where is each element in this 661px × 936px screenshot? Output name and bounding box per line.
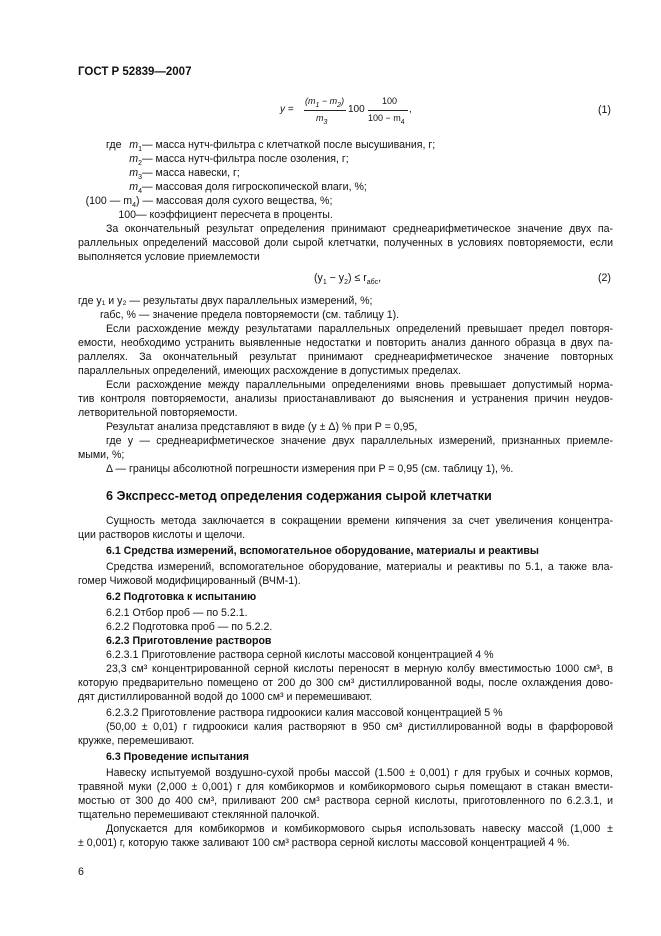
section-6-2-3-1: 6.2.3.1 Приготовление раствора серной кислоты массовой концентрацией 4 % bbox=[106, 649, 494, 661]
paragraph-1-line-1: За окончательный результат определения принимают среднеарифметическое значение двух па- bbox=[106, 223, 613, 235]
section-6-2-3-1-text-line-2: которую предварительно помещено от 200 до 300 см³ дистиллированной воды, после охлаждения дово- bbox=[78, 677, 613, 689]
section-6-2-heading: 6.2 Подготовка к испытанию bbox=[106, 591, 257, 603]
paragraph-5-line-2: мыми, %; bbox=[78, 449, 125, 461]
section-6-2-3-1-text-line-1: 23,3 см³ концентрированной серной кислоты переносят в мерную колбу вместимостью 1000 см³, в bbox=[106, 663, 613, 675]
section-6-2-2: 6.2.2 Подготовка проб — по 5.2.2. bbox=[106, 621, 273, 633]
paragraph-5-line-1: где y — среднеарифметическое значение двух параллельных измерений, признанных приемле- bbox=[106, 435, 613, 447]
section-6-2-3-2-text-line-2: кружке, перемешивают. bbox=[78, 735, 195, 747]
paragraph-2-line-1: Если расхождение между результатами параллельных определений превышает предел повторя- bbox=[106, 323, 613, 335]
paragraph-2-line-4: параллельных определений, имеющих расхождение в допустимых пределах. bbox=[78, 365, 462, 377]
formula-2-number: (2) bbox=[598, 272, 611, 284]
formula-1-den1: $m_3$ bbox=[316, 113, 328, 126]
section-6-1-heading: 6.1 Средства измерений, вспомогательное оборудование, материалы и реактивы bbox=[106, 545, 539, 557]
section-6-3-p1-line-1: Навеску испытуемой воздушно-сухой пробы массой (1.500 ± 0,001) г для грубых и сочных кормов, bbox=[106, 767, 613, 779]
section-6-2-3-2-text-line-1: (50,00 ± 0,01) г гидроокиси калия растворяют в 950 см³ дистиллированной воды в фарфоровой bbox=[106, 721, 613, 733]
legend-symbol-m1: $m_1$ bbox=[129, 139, 142, 154]
section-6-3-p2-line-1: Допускается для комбикормов и комбикормового сырья использовать навеску массой (1,000 ± bbox=[106, 823, 613, 835]
section-6-2-3-heading: 6.2.3 Приготовление растворов bbox=[106, 635, 272, 647]
legend-text-dry: ) — массовая доля сухого вещества, %; bbox=[136, 195, 333, 207]
paragraph-3-line-2: тив контроля повторяемости, анализы приостанавливают до выяснения и устранения причин неудов- bbox=[78, 393, 613, 405]
section-6-3-heading: 6.3 Проведение испытания bbox=[106, 751, 249, 763]
paragraph-6: Δ — границы абсолютной погрешности измерения при P = 0,95 (см. таблицу 1), %. bbox=[106, 463, 514, 475]
formula-1-fraction-bar-1 bbox=[304, 110, 346, 111]
paragraph-3-line-1: Если расхождение между параллельными определениями вновь превышает допустимый норма- bbox=[106, 379, 613, 391]
formula-1-comma: , bbox=[409, 104, 412, 115]
formula-1-den2: $100 - m_4$ bbox=[368, 113, 405, 126]
paragraph-3-line-3: летворительной повторяемости. bbox=[78, 407, 238, 419]
section-6-3-p1-line-3: мостью от 300 до 400 см³, приливают 200 см³ раствора серной кислоты, приготовленного по 6.2.3.1, и bbox=[78, 795, 613, 807]
legend-text-100: — коэффициент пересчета в проценты. bbox=[136, 209, 333, 221]
paragraph-1-line-2: раллельных определений массовой доли сырой клетчатки, полученных в условиях повторяемости, если bbox=[78, 237, 613, 249]
formula-1-lhs: y = bbox=[280, 104, 294, 115]
legend-symbol-m4: $m_4$ bbox=[129, 181, 142, 196]
section-6-heading: 6 Экспресс-метод определения содержания сырой клетчатки bbox=[106, 489, 492, 503]
section-6-2-3-1-text-line-3: дят дистиллированной водой до 1000 см³ и перемешивают. bbox=[78, 691, 373, 703]
paragraph-2-line-2: емости, необходимо устранить выявленные недостатки и повторить анализ данного образца в двух па- bbox=[78, 337, 613, 349]
formula-1-num2: 100 bbox=[382, 96, 398, 106]
section-6-3-p1-line-2: травяной муки (2,000 ± 0,001) г для комбикормов и комбикормового сырья помещают в стакан вмести- bbox=[78, 781, 613, 793]
legend-text-m1: — масса нутч-фильтра с клетчаткой после высушивания, г; bbox=[142, 139, 436, 151]
legend-text-m2: — масса нутч-фильтра после озоления, г; bbox=[142, 153, 349, 165]
paragraph-1-line-3: выполняется условие приемлемости bbox=[78, 251, 260, 263]
section-6-1-text-line-2: гомер Чижовой модифицированный (ВЧМ-1). bbox=[78, 575, 301, 587]
page-number: 6 bbox=[78, 866, 84, 878]
formula-2: $(y_1 - y_2) \le r_{абс}$, bbox=[314, 272, 382, 287]
formula-1-mult: 100 bbox=[348, 104, 365, 115]
formula-1-number: (1) bbox=[598, 104, 611, 116]
section-6-intro-line-1: Сущность метода заключается в сокращении времени кипячения за счет увеличения концентра- bbox=[106, 515, 613, 527]
formula-2-legend-line-1: где y₁ и y₂ — результаты двух параллельных измерений, %; bbox=[78, 295, 373, 307]
legend-text-m4: — массовая доля гигроскопической влаги, %; bbox=[142, 181, 367, 193]
section-6-2-1: 6.2.1 Отбор проб — по 5.2.1. bbox=[106, 607, 248, 619]
legend-symbol-m2: $m_2$ bbox=[129, 153, 142, 168]
paragraph-2-line-3: раллелях. За окончательный результат принимают среднеарифметическое значение повторных bbox=[78, 351, 613, 363]
section-6-intro-line-2: ции растворов кислоты и щелочи. bbox=[78, 529, 246, 541]
formula-2-legend-line-2: rабс, % — значение предела повторяемости (см. таблицу 1). bbox=[100, 309, 400, 321]
legend-symbol-m3: $m_3$ bbox=[129, 167, 142, 182]
formula-1-num1: $(m_1 - m_2)$ bbox=[305, 96, 345, 109]
section-6-2-3-2: 6.2.3.2 Приготовление раствора гидроокиси калия массовой концентрацией 5 % bbox=[106, 707, 503, 719]
legend-symbol-dry: (100 — $m_4$ bbox=[85, 195, 136, 210]
section-6-3-p1-line-4: тщательно перемешивают стеклянной палочкой. bbox=[78, 809, 320, 821]
formula-1-fraction-bar-2 bbox=[368, 110, 408, 111]
legend-prefix: где bbox=[106, 139, 122, 151]
legend-symbol-100: 100 bbox=[118, 209, 136, 221]
section-6-3-p2-line-2: ± 0,001) г, которую также заливают 100 см³ раствора серной кислоты массовой концентрацией 4 %. bbox=[78, 837, 570, 849]
document-header: ГОСТ Р 52839—2007 bbox=[78, 66, 192, 78]
paragraph-4: Результат анализа представляют в виде (y ± Δ) % при P = 0,95, bbox=[106, 421, 418, 433]
section-6-1-text-line-1: Средства измерений, вспомогательное оборудование, материалы и реактивы по 5.1, а также вла- bbox=[106, 561, 613, 573]
legend-text-m3: — масса навески, г; bbox=[142, 167, 240, 179]
